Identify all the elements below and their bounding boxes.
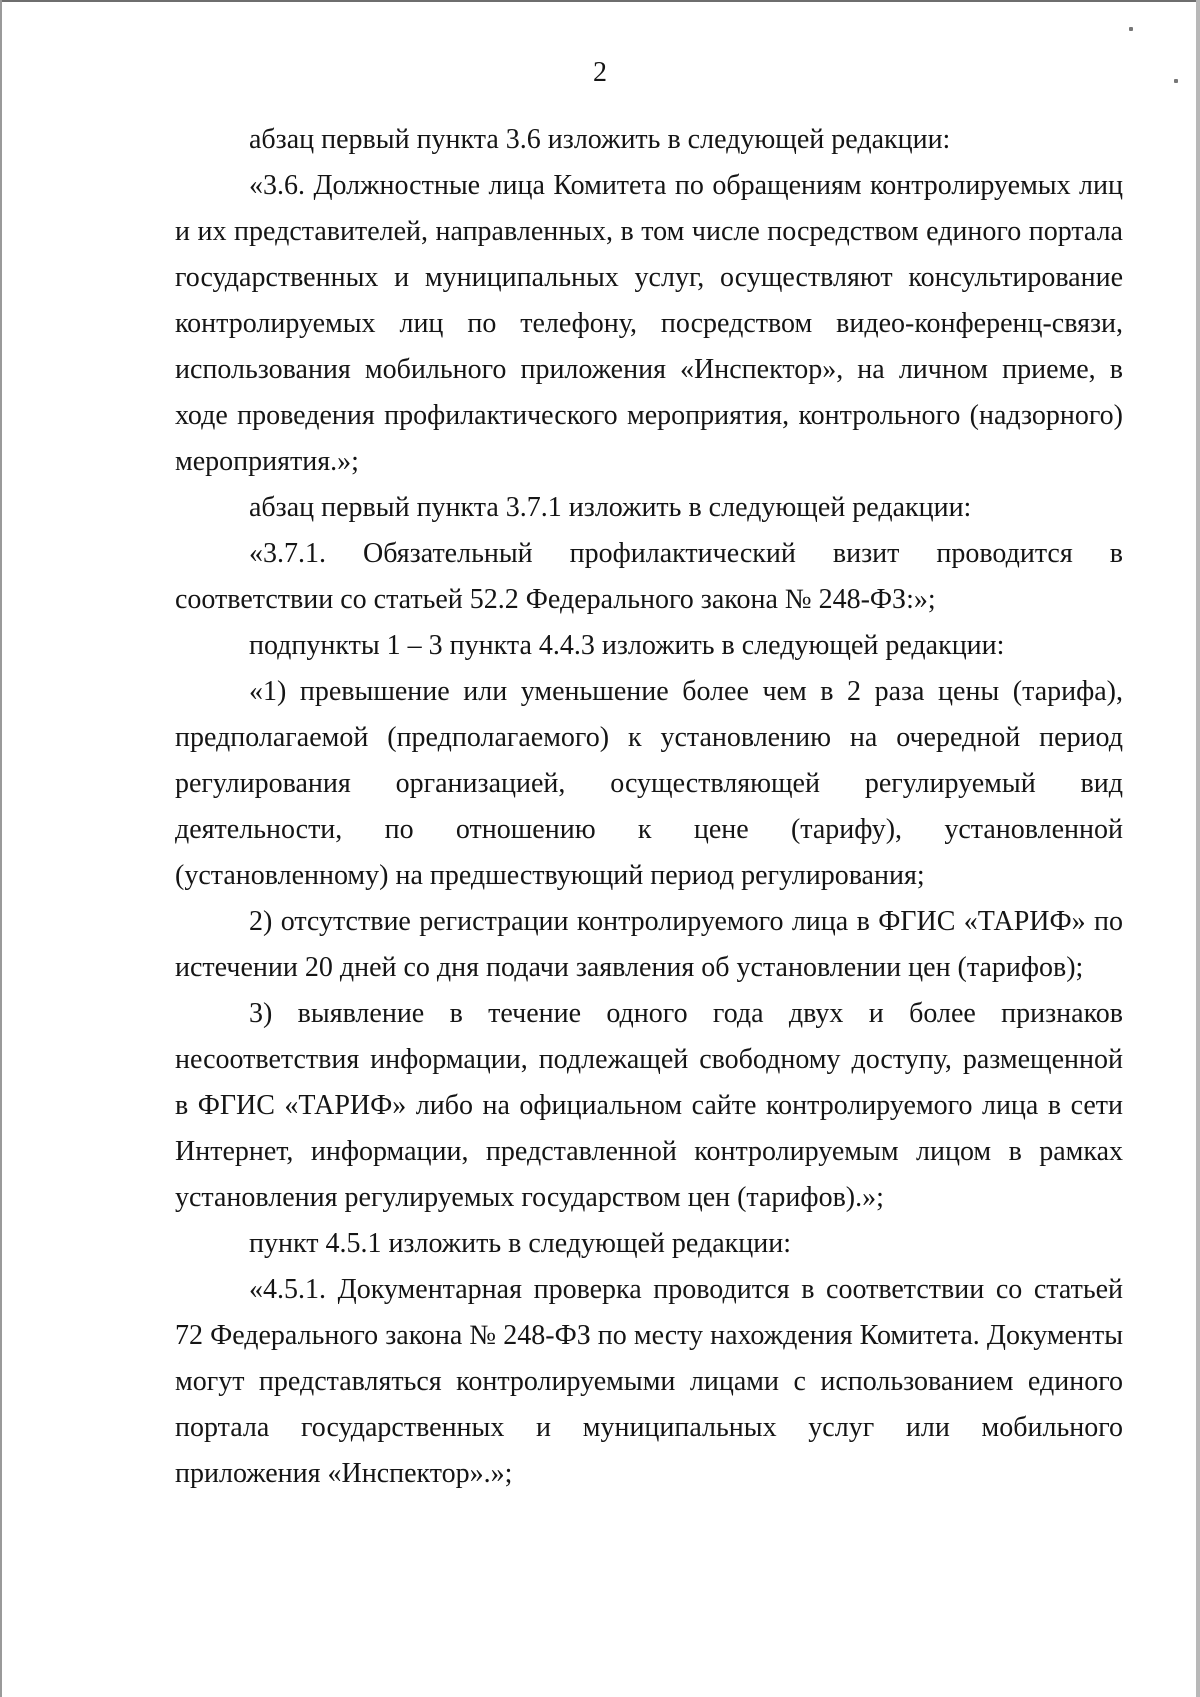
document-body [175, 117, 1123, 1497]
paragraph-5: подпункты 1 – 3 пункта 4.4.3 изложить в следующей редакции: [249, 630, 1005, 661]
paragraph-8: 3) выявление в течение одного года двух и более признаков несоответствия информации, подлежащей свободному доступу, размещенной в ФГИС «ТАРИФ» либо на официальном сайте контролируемого лица в сети Интернет, информации, представленной контролируемым лицом в рамках установления регулируемых государством цен (тарифов).»; [175, 998, 1123, 1213]
paragraph-7: 2) отсутствие регистрации контролируемого лица в ФГИС «ТАРИФ» по истечении 20 дней со дня подачи заявления об установлении цен (тарифов); [175, 906, 1123, 983]
paragraph-1: абзац первый пункта 3.6 изложить в следующей редакции: [249, 124, 951, 155]
paragraph-9: пункт 4.5.1 изложить в следующей редакции: [249, 1228, 791, 1259]
scan-speck [1129, 27, 1133, 31]
paragraph-4: «3.7.1. Обязательный профилактический визит проводится в соответствии со статьей 52.2 Федерального закона № 248-ФЗ:»; [175, 538, 1123, 615]
paragraph-6: «1) превышение или уменьшение более чем в 2 раза цены (тарифа), предполагаемой (предполагаемого) к установлению на очередной период регулирования организацией, осуществляющей регулируемый вид деятельности, по отношению к цене (тарифу), установленной (установленному) на предшествующий период регулирования; [175, 676, 1123, 891]
page-number: 2 [593, 57, 607, 88]
scan-top-edge [0, 0, 1200, 2]
scan-right-edge [1196, 0, 1200, 1697]
paragraph-2: «3.6. Должностные лица Комитета по обращениям контролируемых лиц и их представителей, направленных, в том числе посредством единого портала государственных и муниципальных услуг, осуществляют консультирование контролируемых лиц по телефону, посредством видео-конференц-связи, использования мобильного приложения «Инспектор», на личном приеме, в ходе проведения профилактического мероприятия, контрольного (надзорного) мероприятия.»; [175, 170, 1123, 477]
paragraph-3: абзац первый пункта 3.7.1 изложить в следующей редакции: [249, 492, 972, 523]
scan-left-edge [0, 0, 2, 1697]
paragraph-10: «4.5.1. Документарная проверка проводится в соответствии со статьей 72 Федерального закона № 248-ФЗ по месту нахождения Комитета. Документы могут представляться контролируемыми лицами с использованием единого портала государственных и муниципальных услуг или мобильного приложения «Инспектор».»; [175, 1274, 1123, 1489]
